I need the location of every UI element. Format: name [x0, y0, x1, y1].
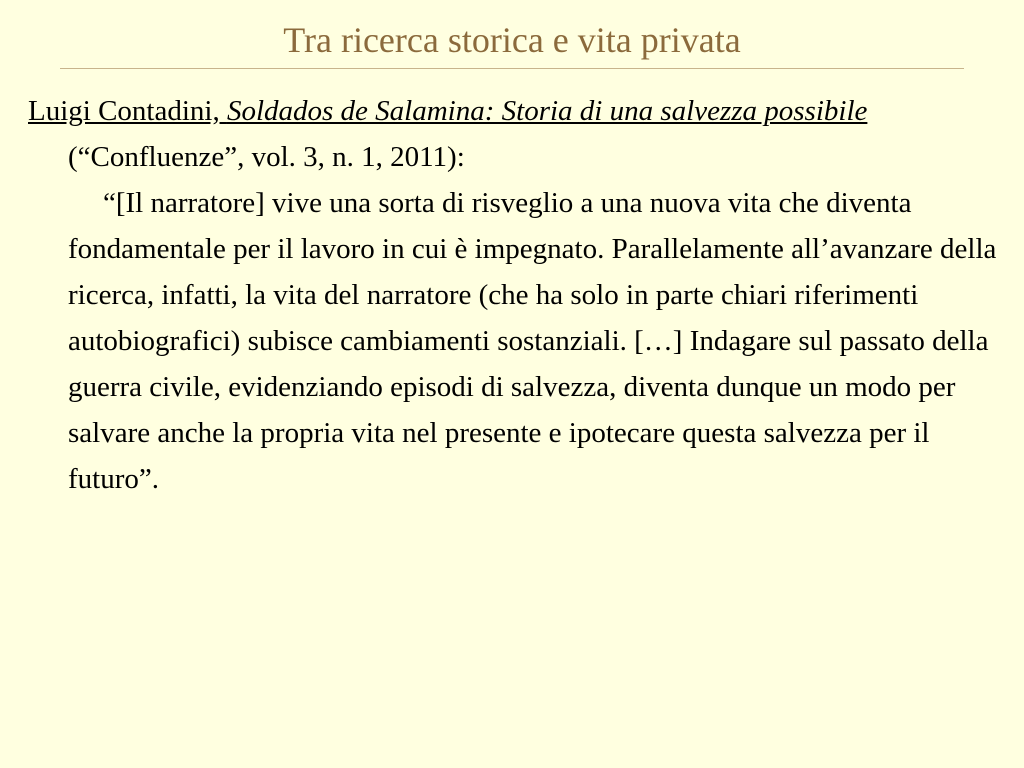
citation-work-title: Soldados de Salamina: Storia di una salvezza possibile: [226, 95, 868, 127]
slide-title: Tra ricerca storica e vita privata: [283, 20, 741, 60]
quote-text: “[Il narratore] vive una sorta di risveglio a una nuova vita che diventa fondamentale per il lavoro in cui è impegnato. Parallelamente all’avanzare della ricerca, infatti, la vita del narratore (che ha solo in parte chiari riferimenti autobiografici) subisce cambiamenti sostanziali. […] Indagare sul passato della guerra civile, evidenziando episodi di salvezza, diventa dunque un modo per salvare anche la propria vita nel presente e ipotecare questa salvezza per il futuro”.: [68, 187, 997, 495]
citation-link[interactable]: [28, 95, 867, 127]
citation-author: Luigi Contadini,: [28, 95, 227, 127]
slide-body: [28, 88, 1018, 502]
citation-source: (“Confluenze”, vol. 3, n. 1, 2011):: [68, 141, 465, 173]
title-divider: [60, 68, 964, 69]
citation: [28, 88, 1018, 180]
